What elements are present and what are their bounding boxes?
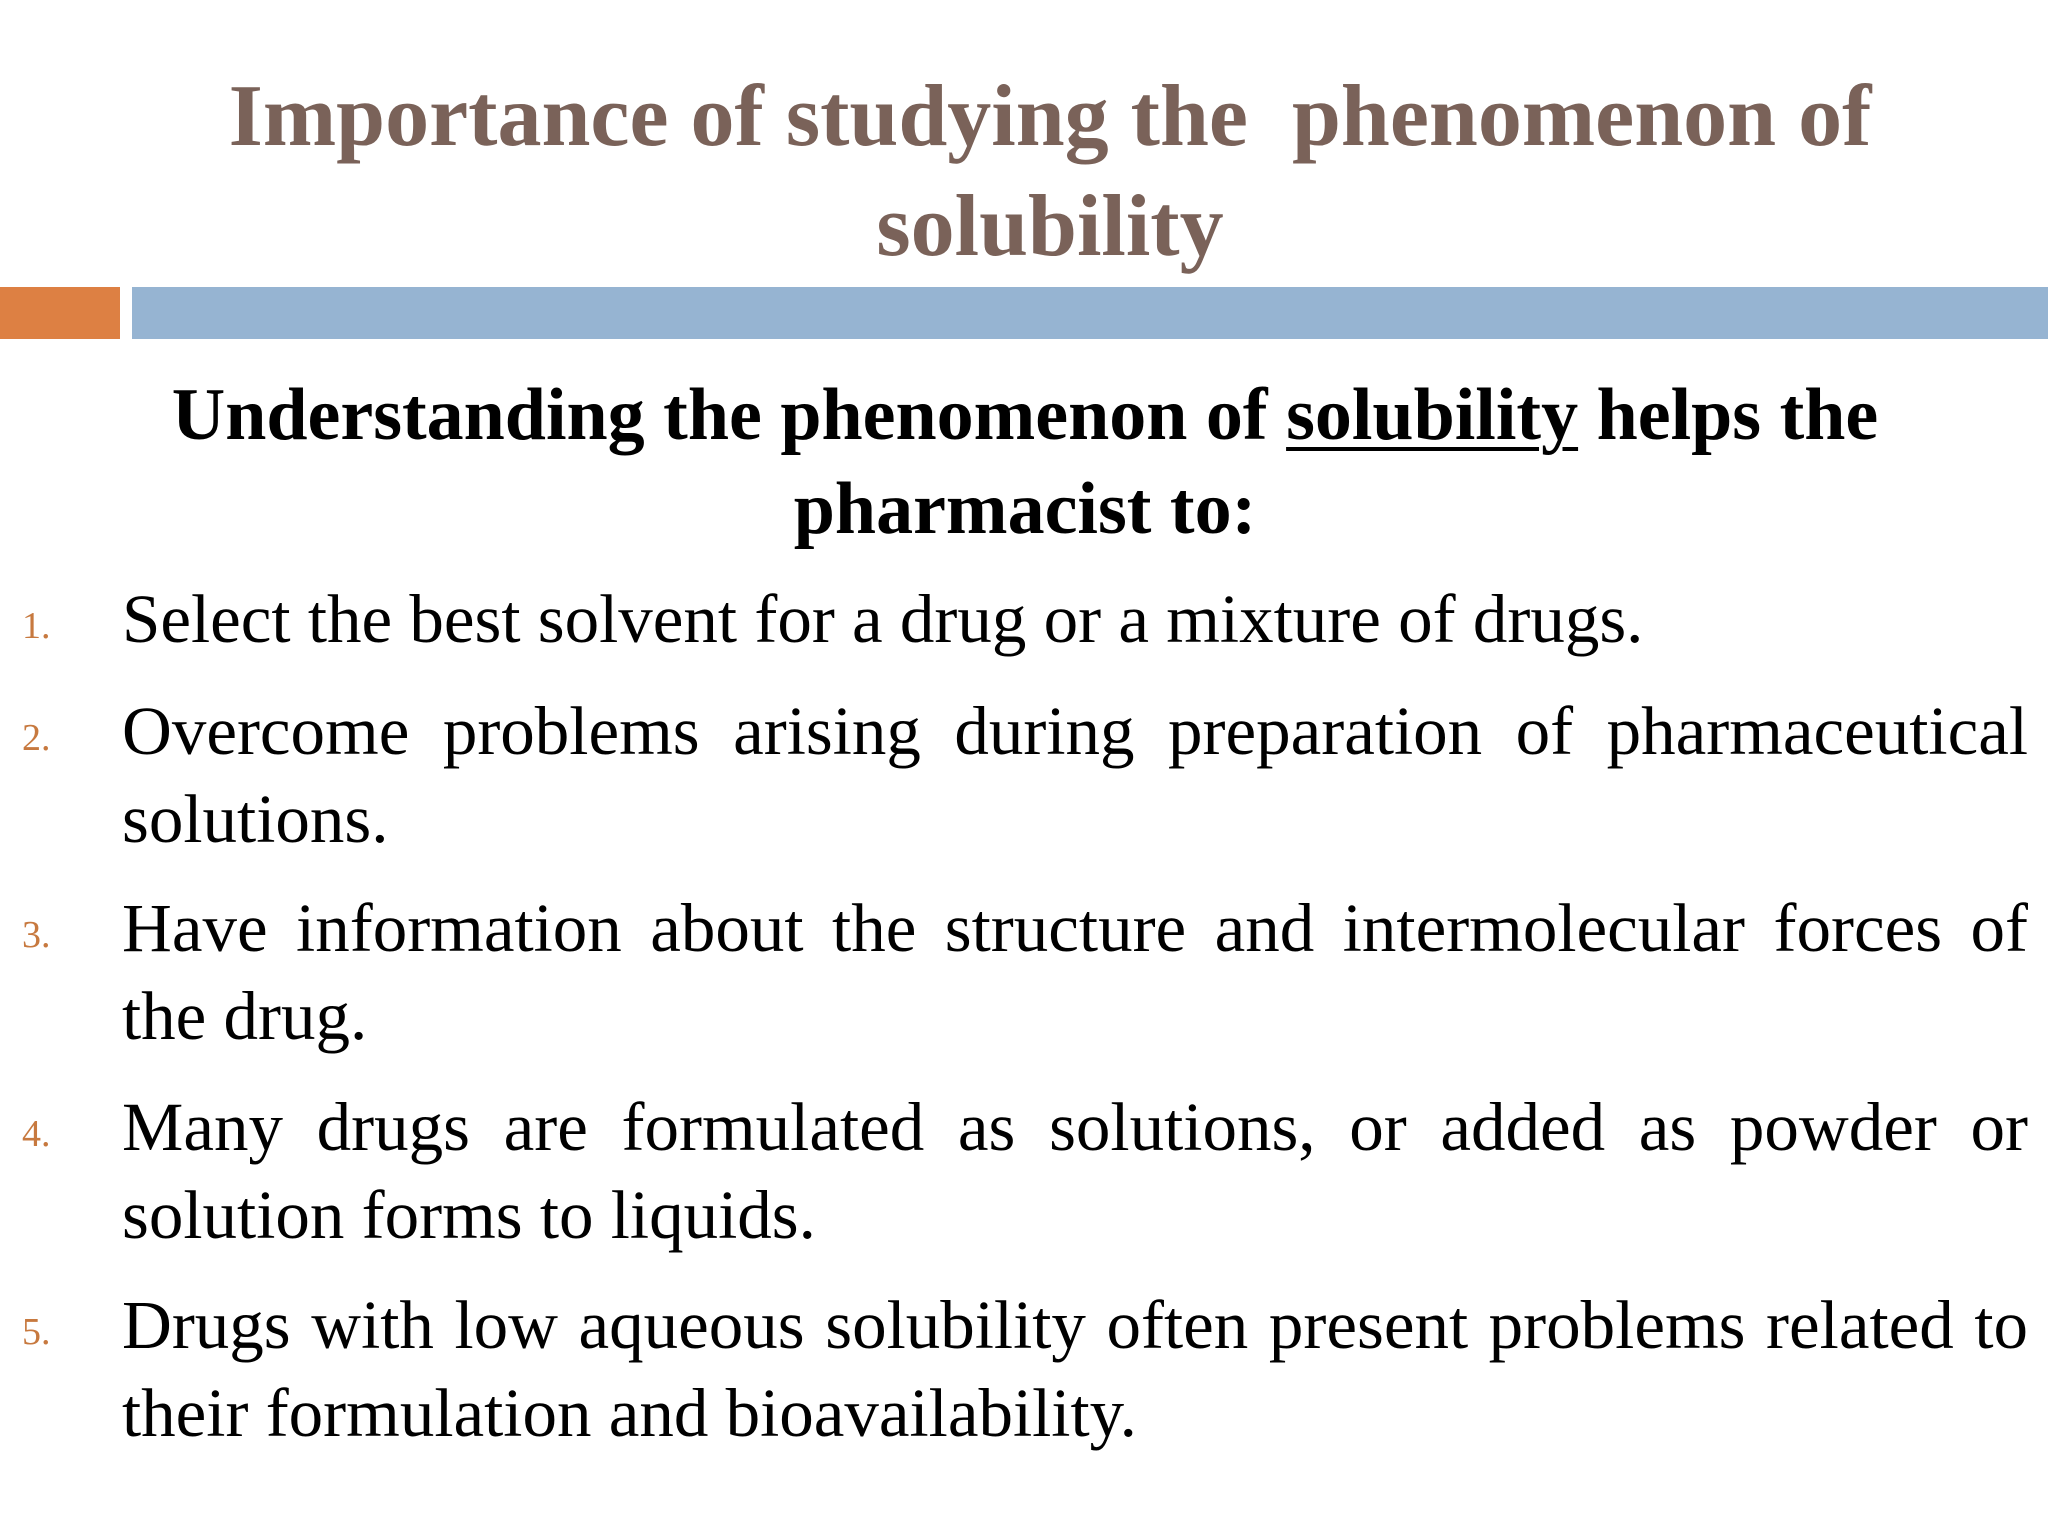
intro-heading	[60, 368, 1990, 556]
list-item-text: Select the best solvent for a drug or a mixture of drugs.	[122, 581, 1644, 657]
slide-title: Importance of studying the phenomenon of solubility	[228, 68, 1894, 275]
intro-underlined-word: solubility	[1286, 374, 1579, 456]
list-item-text: Have information about the structure and intermolecular forces of the drug.	[122, 890, 2028, 1054]
intro-text-before: Understanding the phenomenon of	[171, 374, 1287, 456]
accent-bar-blue	[132, 287, 2048, 339]
list-item-number: 1.	[22, 605, 51, 647]
accent-bar-orange	[0, 287, 120, 339]
list-item-text: Overcome problems arising during preparation of pharmaceutical solutions.	[122, 693, 2028, 857]
list-item-number: 5.	[22, 1311, 51, 1353]
list-item-number: 4.	[22, 1113, 51, 1155]
list-item-text: Many drugs are formulated as solutions, or added as powder or solution forms to liquids.	[122, 1089, 2028, 1253]
list-item-number: 2.	[22, 717, 51, 759]
intro-text-after: helps the pharmacist to:	[793, 374, 1879, 550]
list-item-text: Drugs with low aqueous solubility often present problems related to their formulation and bioavailability.	[122, 1287, 2028, 1451]
list-item-number: 3.	[22, 914, 51, 956]
